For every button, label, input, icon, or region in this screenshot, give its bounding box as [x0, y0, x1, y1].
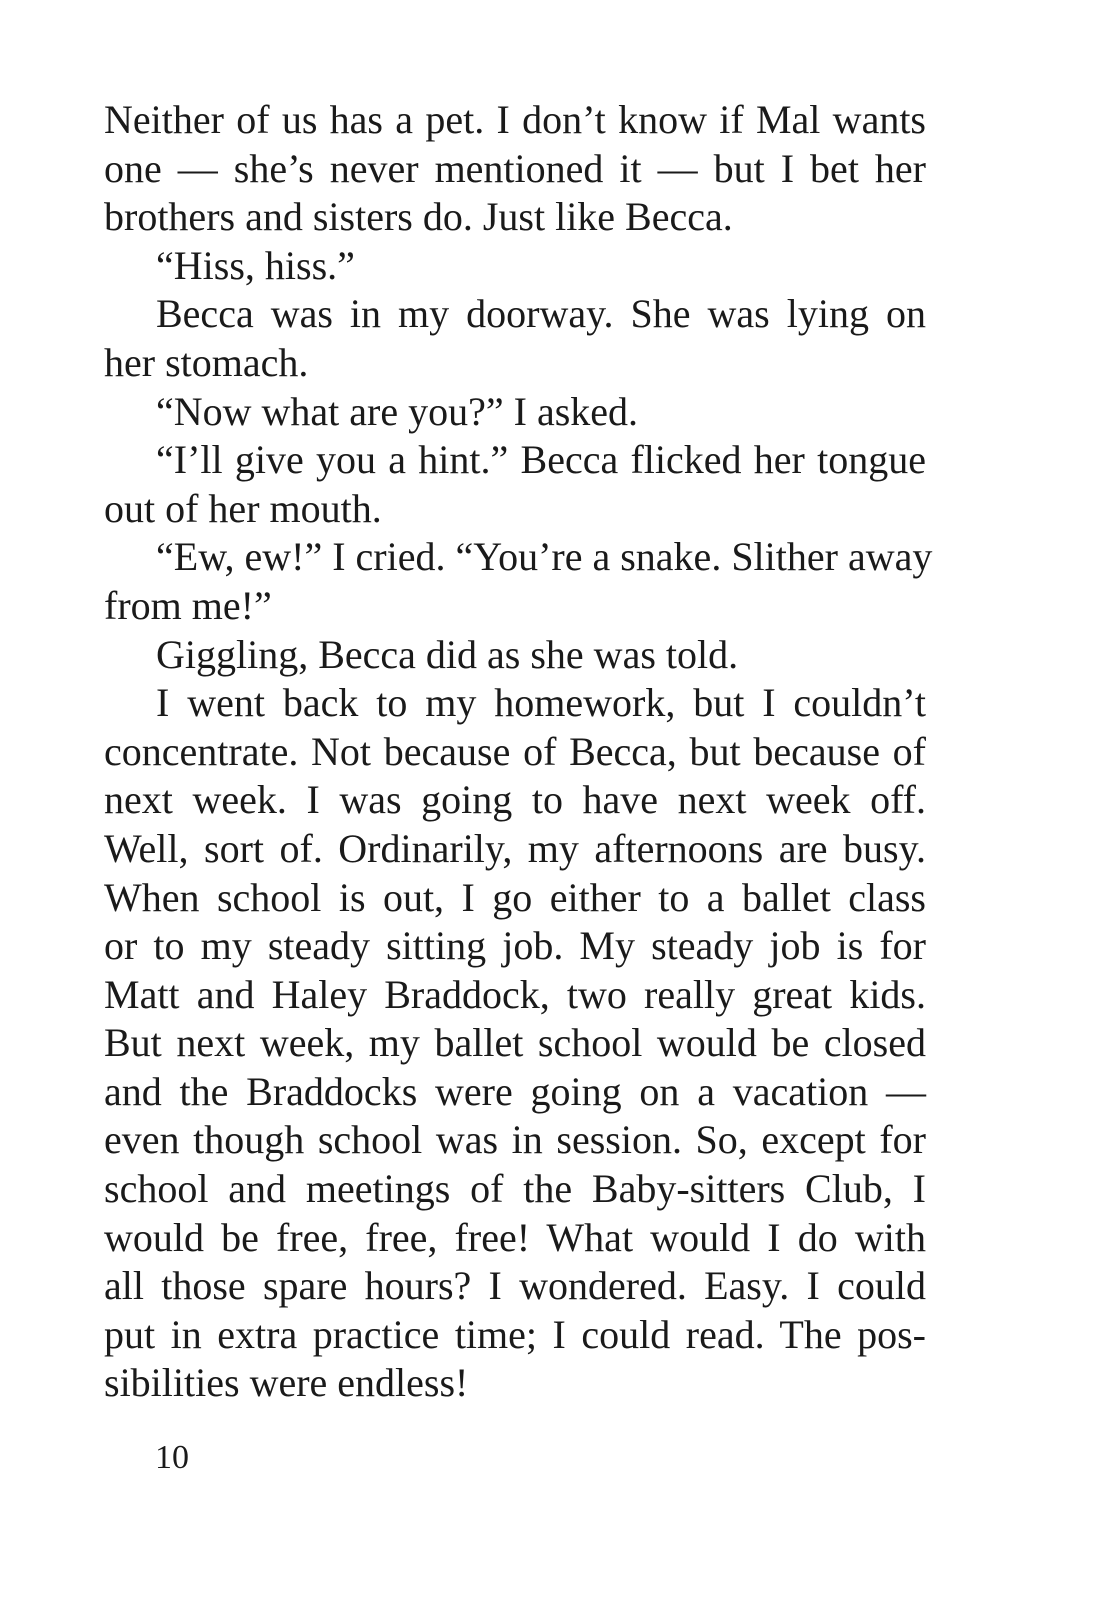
text-line: next week. I was going to have next week off. — [104, 777, 926, 823]
body-text — [104, 96, 933, 1408]
paragraph — [104, 388, 926, 437]
text-line: even though school was in session. So, except for — [104, 1117, 926, 1163]
paragraph — [104, 242, 926, 291]
text-line: concentrate. Not because of Becca, but because of — [104, 728, 926, 774]
paragraph — [104, 631, 926, 680]
text-line: sibilities were endless! — [104, 1360, 469, 1406]
text-line: Well, sort of. Ordinarily, my afternoons are busy. — [104, 825, 926, 871]
page-number: 10 — [155, 1439, 189, 1476]
text-line: “I’ll give you a hint.” Becca flicked her tongue — [156, 437, 926, 483]
paragraph — [104, 533, 933, 630]
text-line: Matt and Haley Braddock, two really great kids. — [104, 971, 926, 1017]
text-line: would be free, free, free! What would I do with — [104, 1214, 926, 1260]
paragraph — [104, 96, 926, 242]
paragraph — [104, 436, 926, 533]
text-line: “Hiss, hiss.” — [156, 242, 355, 288]
text-line: or to my steady sitting job. My steady job is for — [104, 923, 926, 969]
text-line: But next week, my ballet school would be closed — [104, 1020, 926, 1066]
text-line: Neither of us has a pet. I don’t know if Mal wants — [104, 97, 926, 142]
text-line: one — she’s never mentioned it — but I bet her — [104, 145, 926, 191]
text-line: all those spare hours? I wondered. Easy. I could — [104, 1263, 926, 1309]
text-line: I went back to my homework, but I couldn’t — [156, 680, 926, 726]
text-line: from me!” — [104, 582, 272, 628]
text-line: and the Braddocks were going on a vacation — — [104, 1068, 926, 1114]
text-line: her stomach. — [104, 339, 309, 385]
text-line: “Ew, ew!” I cried. “You’re a snake. Slither away — [156, 534, 933, 580]
text-line: brothers and sisters do. Just like Becca. — [104, 194, 733, 240]
text-line: “Now what are you?” I asked. — [156, 388, 639, 434]
text-line: Becca was in my doorway. She was lying on — [156, 291, 926, 337]
text-line: When school is out, I go either to a ballet class — [104, 874, 926, 920]
text-line: school and meetings of the Baby-sitters Club, I — [104, 1166, 926, 1212]
text-line: Giggling, Becca did as she was told. — [156, 631, 739, 677]
text-line: put in extra practice time; I could read. The pos- — [104, 1311, 926, 1357]
paragraph — [104, 290, 926, 387]
paragraph — [104, 679, 926, 1408]
text-line: out of her mouth. — [104, 485, 382, 531]
